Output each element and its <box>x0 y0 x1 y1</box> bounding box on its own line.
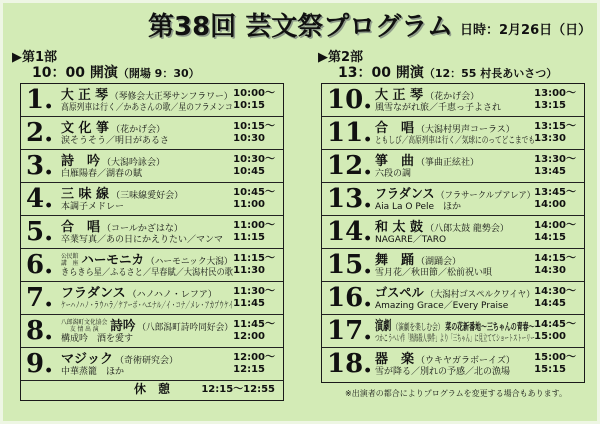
part1-note: （開場 9：30） <box>117 67 200 80</box>
program-songs: 本調子メドレー <box>61 202 125 212</box>
start-time: 11:15～ <box>233 253 275 264</box>
program-info <box>61 119 233 147</box>
program-group: （三味線愛好会） <box>111 191 184 201</box>
program-title: 文 化 箏 <box>61 121 110 136</box>
program-title-line <box>61 86 233 103</box>
program-time <box>534 352 576 376</box>
start-time: 13:45～ <box>534 187 576 198</box>
program-title-line <box>375 218 535 233</box>
program-row <box>21 315 283 348</box>
program-group: （湖踊会） <box>416 257 462 267</box>
program-info <box>61 218 233 246</box>
program-songs: 高原列車は行く／かあさんの歌／星のフラメンコ <box>61 103 233 113</box>
program-number: 18. <box>327 349 373 379</box>
program-row <box>21 183 283 216</box>
program-songs: 六段の調 <box>375 169 412 179</box>
program-songs: 風雪ながれ旅／千恵っ子よされ <box>375 103 502 113</box>
program-time <box>534 187 576 211</box>
part2-start-line <box>338 62 557 82</box>
end-time: 10:15 <box>233 100 265 111</box>
program-group: （ハーモニック大潟） <box>146 257 233 267</box>
start-time: 14:45～ <box>534 319 576 330</box>
program-subtitle: 菜の花新番地～三ちゃんの青春～ <box>445 322 535 333</box>
start-time: 14:30～ <box>534 286 576 297</box>
end-time: 10:45 <box>233 166 265 177</box>
program-info <box>375 119 535 147</box>
program-number: 14. <box>327 217 373 247</box>
break-time: 12:15～12:55 <box>201 384 275 395</box>
program-row <box>322 282 584 315</box>
program-time <box>233 319 275 343</box>
program-songs: つかこうへい作「熱海殺人事件」より「三ちゃん」に見立ててショートストーリー <box>375 334 535 344</box>
program-time <box>534 154 576 178</box>
program-time <box>233 187 275 211</box>
prefix-line-top: 八郎潟町文化協会 <box>61 318 108 326</box>
program-time <box>233 88 275 112</box>
program-title: フラダンス <box>61 286 126 301</box>
start-time: 12:00～ <box>233 352 275 363</box>
program-title-line <box>61 152 233 167</box>
program-group: （コールかざはな） <box>102 224 183 234</box>
program-number: 1. <box>26 85 54 115</box>
program-row <box>322 348 584 381</box>
end-time: 14:45 <box>534 298 566 309</box>
part1-rows <box>21 84 283 381</box>
program-time <box>534 286 576 310</box>
program-row <box>21 150 283 183</box>
program-info <box>375 350 535 378</box>
part2-note: （12：55 村長あいさつ） <box>423 67 558 80</box>
program-group: （琴修会大正琴サンフラワー） <box>109 92 233 102</box>
break-row <box>21 381 283 399</box>
program-time <box>534 88 576 112</box>
program-title: ハーモニカ <box>81 253 145 268</box>
end-time: 15:15 <box>534 364 566 375</box>
part2-program-table <box>321 83 585 383</box>
program-row <box>322 216 584 249</box>
program-time <box>233 286 275 310</box>
program-group: （八郎太鼓 龍勢会） <box>425 224 509 234</box>
program-group: （ハノハノ・レフア） <box>127 290 217 300</box>
program-title-line <box>375 284 535 301</box>
footer-note: ※出演者の都合によりプログラムを変更する場合もあります。 <box>345 389 567 398</box>
program-songs: 雪月花／秋田節／松前祝い唄 <box>375 268 493 278</box>
program-songs: きらきら星／ふるさと／早春賦／大潟村民の歌 <box>61 268 234 278</box>
program-time <box>233 121 275 145</box>
program-prefix <box>61 253 78 267</box>
start-time: 11:45～ <box>233 319 275 330</box>
end-time: 13:15 <box>534 100 566 111</box>
start-time: 13:15～ <box>534 121 576 132</box>
program-group: （大潟村ゴスペルクワイヤ） <box>425 290 535 300</box>
program-title-line <box>375 152 535 167</box>
program-row <box>21 348 283 381</box>
program-number: 7. <box>26 283 54 313</box>
program-title: 詩 吟 <box>61 154 101 169</box>
program-title-line <box>61 251 233 268</box>
program-group: （花かげ会） <box>111 125 166 135</box>
program-title-line <box>375 185 536 202</box>
program-title-line <box>61 317 233 334</box>
prefix-line-bottom: 講 座 <box>61 259 79 267</box>
part1-label: ▶第1部 <box>12 50 58 65</box>
end-time: 14:00 <box>534 199 566 210</box>
page-title: 第38回 芸文祭プログラム <box>148 12 453 42</box>
program-title: 大 正 琴 <box>61 88 108 103</box>
program-songs: Amazing Grace／Every Praise <box>375 301 509 311</box>
program-group: （フラサークルプアレア） <box>436 191 536 201</box>
program-title: 合 唱 <box>375 121 415 136</box>
start-time: 10:45～ <box>233 187 275 198</box>
program-number: 15. <box>327 250 373 280</box>
program-title: 三 味 線 <box>61 187 110 202</box>
program-row <box>21 216 283 249</box>
program-info <box>375 152 535 180</box>
prefix-line-bottom: 友 情 出 演 <box>69 325 99 333</box>
start-time: 11:00～ <box>233 220 275 231</box>
program-group: （花かげ会） <box>425 92 480 102</box>
program-songs: Aia La O Pele ほか <box>375 202 462 212</box>
program-info <box>61 185 233 213</box>
program-group: （箏曲正絃社） <box>416 158 480 168</box>
program-info <box>61 317 233 345</box>
start-time: 10:30～ <box>233 154 275 165</box>
part2-rows <box>322 84 584 381</box>
end-time: 14:15 <box>534 232 566 243</box>
program-row <box>21 84 283 117</box>
part1-start: 10：00 開演 <box>32 65 118 81</box>
end-time: 12:00 <box>233 331 265 342</box>
program-info <box>61 350 233 378</box>
program-time <box>233 253 275 277</box>
end-time: 14:30 <box>534 265 566 276</box>
program-time <box>534 220 576 244</box>
program-group: （奇術研究会） <box>115 356 179 366</box>
program-title: 合 唱 <box>61 220 101 235</box>
program-info <box>375 251 535 279</box>
end-time: 11:15 <box>233 232 265 243</box>
program-row <box>322 84 584 117</box>
event-date: 日時：2月26日（日） <box>460 23 592 38</box>
program-info <box>61 284 233 312</box>
program-row <box>21 117 283 150</box>
program-info <box>375 317 535 345</box>
program-title: 器 楽 <box>375 352 415 367</box>
program-title-line <box>61 350 233 365</box>
program-title-line <box>61 284 233 299</box>
program-number: 2. <box>26 118 54 148</box>
start-time: 14:00～ <box>534 220 576 231</box>
program-title: 和 太 鼓 <box>375 220 424 235</box>
program-title: マジック <box>61 352 114 367</box>
program-row <box>322 183 584 216</box>
program-time <box>233 352 275 376</box>
program-time <box>534 319 576 343</box>
program-info <box>375 86 535 114</box>
program-title-line <box>375 119 535 134</box>
program-info <box>375 218 535 246</box>
program-number: 3. <box>26 151 54 181</box>
program-songs: ともしび／高原列車は行く／気球にのってどこまでも <box>375 136 535 146</box>
program-title-line <box>375 251 535 266</box>
end-time: 10:30 <box>233 133 265 144</box>
program-number: 17. <box>327 316 373 346</box>
program-number: 4. <box>26 184 54 214</box>
program-group: （八郎潟町詩吟同好会） <box>137 323 233 333</box>
program-time <box>534 253 576 277</box>
program-songs: 白雁陽春／湖春の賦 <box>61 169 143 179</box>
program-row <box>322 315 584 348</box>
start-time: 14:15～ <box>534 253 576 264</box>
program-songs: NAGARE／TARO <box>375 235 447 245</box>
program-info <box>61 251 233 279</box>
start-time: 10:15～ <box>233 121 275 132</box>
prefix-line-top: 公民館 <box>61 252 79 260</box>
part1-program-table <box>20 83 284 401</box>
program-songs: 中華蒸籠 ほか <box>61 367 125 377</box>
end-time: 11:30 <box>233 265 265 276</box>
program-songs: 涙そうそう／明日があるさ <box>61 136 170 146</box>
program-time <box>534 121 576 145</box>
program-number: 5. <box>26 217 54 247</box>
start-time: 11:30～ <box>233 286 275 297</box>
program-info <box>61 152 233 180</box>
end-time: 12:15 <box>233 364 265 375</box>
program-title-line <box>375 350 535 365</box>
program-title-line <box>61 119 233 134</box>
part2-start: 13：00 開演 <box>338 65 424 81</box>
program-number: 16. <box>327 283 373 313</box>
start-time: 10:00～ <box>233 88 275 99</box>
program-group: （ウキヤガラボーイズ） <box>416 356 515 366</box>
start-time: 13:30～ <box>534 154 576 165</box>
start-time: 15:00～ <box>534 352 576 363</box>
program-group: （演劇を楽しむ会） <box>392 323 444 333</box>
end-time: 13:45 <box>534 166 566 177</box>
program-row <box>21 249 283 282</box>
program-songs: 雪が降る／別れの予感／北の漁場 <box>375 367 511 377</box>
end-time: 11:45 <box>233 298 265 309</box>
program-row <box>322 249 584 282</box>
program-number: 10. <box>327 85 373 115</box>
program-number: 6. <box>26 250 54 280</box>
program-songs: ケーハノハノ・ラウハラ／ケアーボ・ヘエナル／イ・コナ／メレ・アカプウケイ <box>61 301 234 311</box>
program-info <box>375 284 535 312</box>
program-title: 詩吟 <box>110 319 136 334</box>
program-number: 11. <box>327 118 373 148</box>
break-label: 休 憩 <box>133 382 170 396</box>
end-time: 11:00 <box>233 199 265 210</box>
program-title: 大 正 琴 <box>375 88 424 103</box>
program-time <box>233 220 275 244</box>
program-title-line <box>61 218 233 233</box>
program-title: フラダンス <box>375 187 435 202</box>
part1-start-line <box>32 62 200 82</box>
end-time: 13:30 <box>534 133 566 144</box>
program-group: （大潟吟詠会） <box>102 158 166 168</box>
program-group: （大潟村男声コーラス） <box>416 125 515 135</box>
program-title: 舞 踊 <box>375 253 415 268</box>
program-prefix <box>61 319 107 333</box>
program-info <box>61 86 233 114</box>
program-number: 12. <box>327 151 373 181</box>
program-title-line <box>61 185 233 200</box>
program-row <box>322 117 584 150</box>
program-row <box>322 150 584 183</box>
program-songs: 卒業写真／あの日にかえりたい／マンマ <box>61 235 224 245</box>
program-number: 8. <box>26 316 54 346</box>
program-info <box>375 185 535 213</box>
program-title: 箏 曲 <box>375 154 415 169</box>
program-songs: 構成吟 酒を愛す <box>61 334 134 344</box>
program-number: 13. <box>327 184 373 214</box>
start-time: 13:00～ <box>534 88 576 99</box>
program-title: 演劇 <box>375 319 392 334</box>
end-time: 15:00 <box>534 331 566 342</box>
program-title: ゴスペル <box>375 286 424 301</box>
program-row <box>21 282 283 315</box>
program-title-line <box>375 317 535 334</box>
program-number: 9. <box>26 349 54 379</box>
program-time <box>233 154 275 178</box>
part2-label: ▶第2部 <box>318 50 364 65</box>
program-title-line <box>375 86 535 101</box>
